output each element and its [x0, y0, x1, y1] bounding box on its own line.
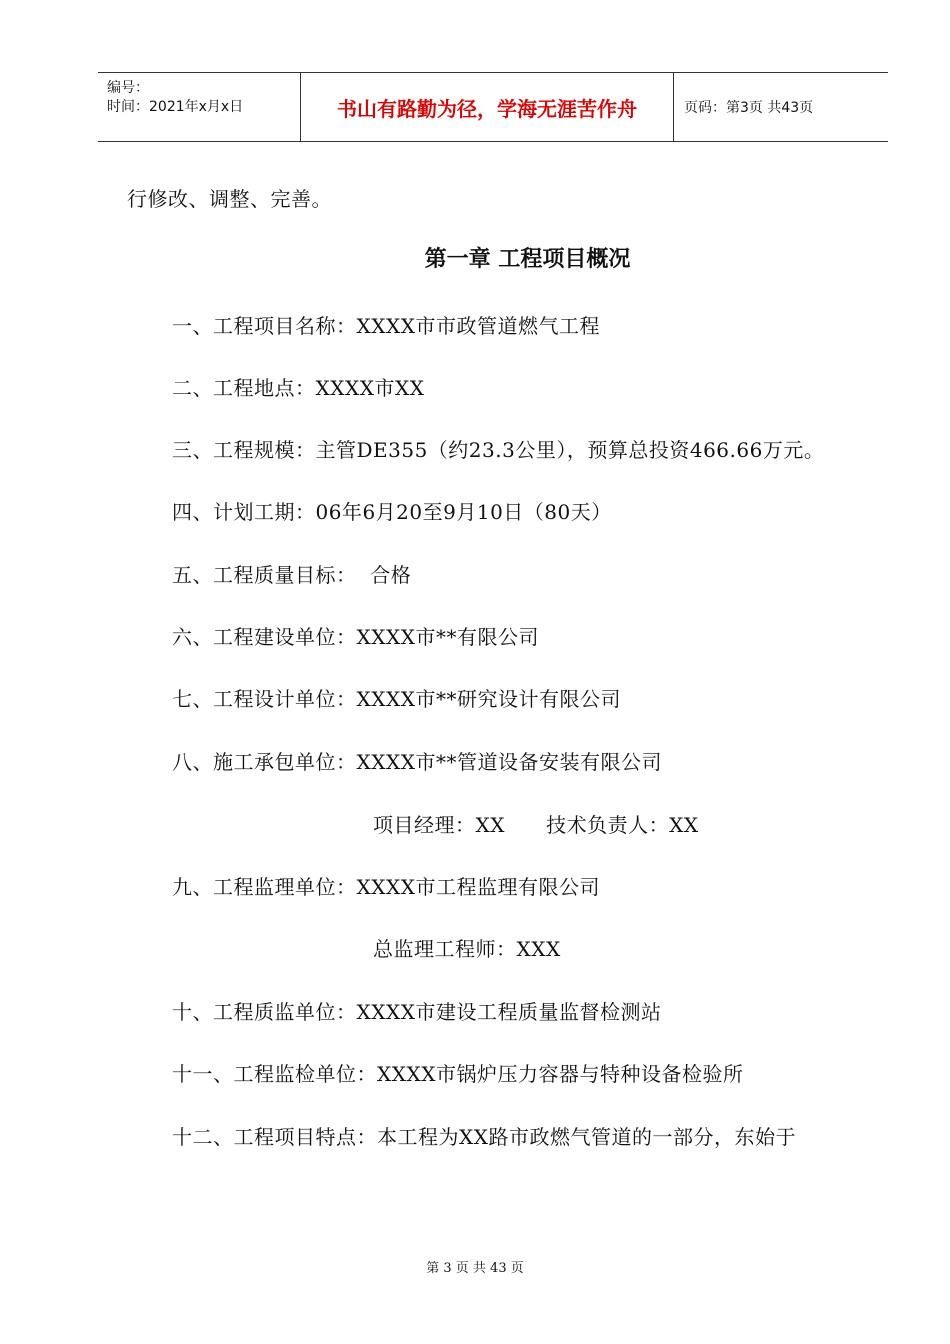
- header-motto: 书山有路勤为径，学海无涯苦作舟: [300, 73, 674, 141]
- header-meta: [98, 55, 300, 141]
- list-item: 十一、工程监检单位：XXXX市锅炉压力容器与特种设备检验所: [172, 1062, 744, 1086]
- list-item: 十二、工程项目特点：本工程为XX路市政燃气管道的一部分，东始于: [172, 1125, 796, 1149]
- list-item: 四、计划工期：06年6月20至9月10日（80天）: [172, 500, 612, 524]
- header-page-info: 页码：第3页 共43页: [684, 100, 814, 116]
- chapter-title: 第一章 工程项目概况: [424, 247, 631, 272]
- doc-number-label: 编号：: [107, 80, 149, 96]
- sub-item: 项目经理：XX 技术负责人：XX: [373, 813, 699, 837]
- list-item: 七、工程设计单位：XXXX市**研究设计有限公司: [172, 687, 621, 711]
- page-footer: 第 3 页 共 43 页: [426, 1261, 524, 1276]
- list-item: 十、工程质监单位：XXXX市建设工程质量监督检测站: [172, 1000, 662, 1024]
- list-item: 六、工程建设单位：XXXX市**有限公司: [172, 625, 539, 649]
- list-item: 九、工程监理单位：XXXX市工程监理有限公司: [172, 875, 600, 899]
- list-item: 五、工程质量目标： 合格: [172, 563, 412, 587]
- list-item: 三、工程规模：主管DE355（约23.3公里），预算总投资466.66万元。: [172, 438, 825, 462]
- page-header: [98, 72, 888, 142]
- sub-item: 总监理工程师：XXX: [373, 937, 561, 961]
- list-item: 一、工程项目名称：XXXX市市政管道燃气工程: [172, 314, 600, 338]
- continuation-text: 行修改、调整、完善。: [127, 187, 332, 211]
- list-item: 八、施工承包单位：XXXX市**管道设备安装有限公司: [172, 750, 662, 774]
- time-label: 时间：2021年x月x日: [107, 99, 244, 115]
- list-item: 二、工程地点：XXXX市XX: [172, 376, 425, 400]
